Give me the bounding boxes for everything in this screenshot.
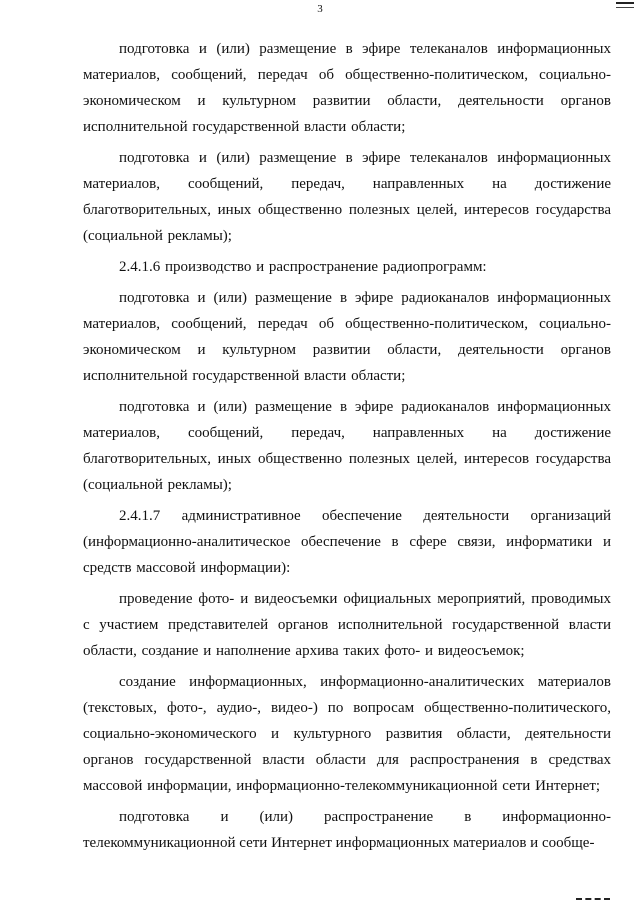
paragraph-info-materials: создание информационных, информационно-аналитических материалов (текстовых, фото-, аудио-, видео-) по вопросам общественно-политического, социально-экономического и культурного развития области, деятельности органов государственной власти области для распространения в средствах массовой информации, информационно-телекоммуникационной сети Интернет; <box>83 674 611 794</box>
paragraph-final-continuation: телекоммуникационной сети Интернет информационных материалов и сообще- <box>83 835 595 851</box>
corner-mark-top <box>616 2 634 8</box>
paragraph-tv-social-ads: подготовка и (или) размещение в эфире телеканалов информационных материалов, сообщений, передач, направленных на достижение благотворительных, иных общественно полезных целей, интересов государства (социальной рекламы); <box>83 150 611 244</box>
document-body <box>83 36 611 856</box>
paragraph-tv-info: подготовка и (или) размещение в эфире телеканалов информационных материалов, сообщений, передач об общественно-политическом, социально-экономическом и культурном развитии области, деятельности органов исполнительной государственной власти области; <box>83 41 611 135</box>
paragraph-radio-social-ads: подготовка и (или) размещение в эфире радиоканалов информационных материалов, сообщений, передач, направленных на достижение благотворительных, иных общественно полезных целей, интересов государства (социальной рекламы); <box>83 399 611 493</box>
paragraph-photo-video: проведение фото- и видеосъемки официальных мероприятий, проводимых с участием представителей органов исполнительной государственной власти области, создание и наполнение архива таких фото- и видеосъемок; <box>83 591 611 659</box>
corner-mark-bottom <box>576 898 610 900</box>
paragraph-radio-info: подготовка и (или) размещение в эфире радиоканалов информационных материалов, сообщений, передач об общественно-политическом, социально-экономическом и культурном развитии области, деятельности органов исполнительной государственной власти области; <box>83 290 611 384</box>
paragraph-final-first-line: подготовка и (или) распространение в информационно- <box>119 809 611 825</box>
paragraph-section-2-4-1-6: 2.4.1.6 производство и распространение радиопрограмм: <box>119 259 487 275</box>
page-number: 3 <box>317 3 323 15</box>
paragraph-section-2-4-1-7: 2.4.1.7 административное обеспечение деятельности организаций (информационно-аналитическое обеспечение в сфере связи, информатики и средств массовой информации): <box>83 508 611 576</box>
